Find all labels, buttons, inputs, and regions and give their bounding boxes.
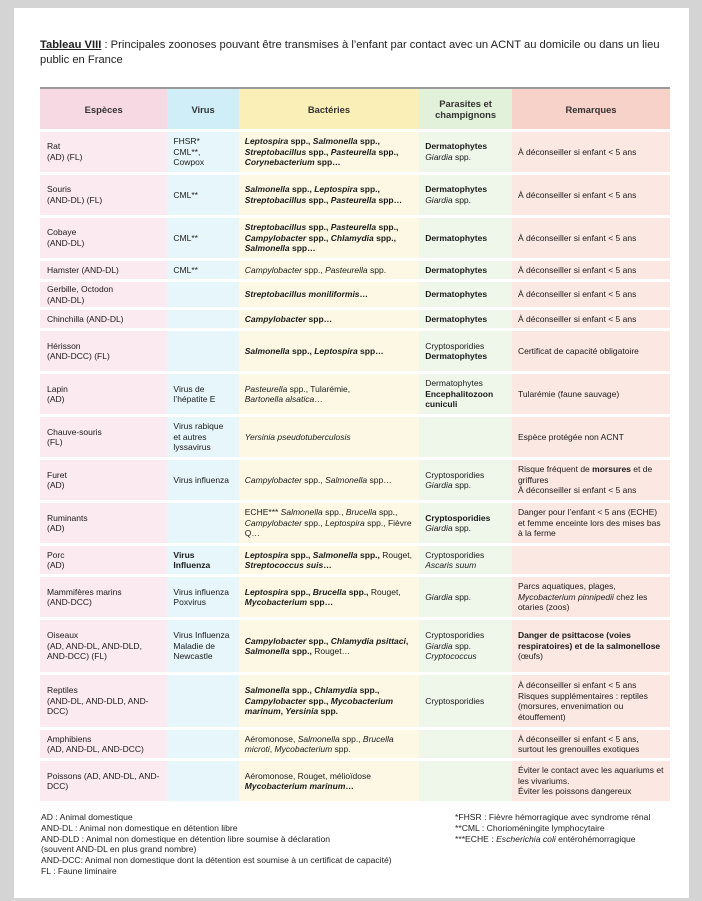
cell-virus bbox=[167, 730, 238, 758]
cell-bacteries: Leptospira spp., Salmonella spp., Streptobacillus spp., Pasteurella spp., Corynebacterium spp… bbox=[239, 132, 419, 172]
cell-especes: Amphibiens (AD, AND-DL, AND-DCC) bbox=[40, 730, 167, 758]
header-especes: Espèces bbox=[40, 87, 167, 129]
table-row bbox=[40, 417, 670, 457]
table-row bbox=[40, 546, 670, 574]
cell-virus bbox=[167, 310, 238, 328]
zoonoses-table bbox=[40, 84, 670, 804]
cell-virus: FHSR* CML**, Cowpox bbox=[167, 132, 238, 172]
cell-parasites: Cryptosporidies Giardia spp. Cryptococcus bbox=[419, 620, 512, 672]
cell-parasites: Cryptosporidies Giardia spp. bbox=[419, 503, 512, 543]
cell-especes: Reptiles (AND-DL, AND-DLD, AND-DCC) bbox=[40, 675, 167, 727]
cell-virus bbox=[167, 761, 238, 801]
cell-bacteries: Leptospira spp., Brucella spp., Rouget, Mycobacterium spp… bbox=[239, 577, 419, 617]
cell-bacteries: Campylobacter spp., Chlamydia psittaci, Salmonella spp., Rouget… bbox=[239, 620, 419, 672]
legend-line: ***ECHE : Escherichia coli entérohémorragique bbox=[455, 833, 636, 844]
cell-especes: Ruminants (AD) bbox=[40, 503, 167, 543]
legend-line: AND-DLD : Animal non domestique en détention libre soumise à déclaration bbox=[41, 833, 331, 844]
cell-parasites: Dermatophytes bbox=[419, 310, 512, 328]
table-title bbox=[40, 38, 665, 68]
cell-parasites bbox=[419, 761, 512, 801]
cell-bacteries: Aéromonose, Rouget, mélioïdose Mycobacterium marinum… bbox=[239, 761, 419, 801]
legend-line: (souvent AND-DL en plus grand nombre) bbox=[41, 844, 197, 855]
legend-line: AND-DL : Animal non domestique en détention libre bbox=[41, 822, 238, 833]
document-page bbox=[14, 8, 689, 898]
legend-line: AND-DCC: Animal non domestique dont la détention est soumise à un certificat de capacité) bbox=[41, 855, 392, 866]
cell-parasites: Giardia spp. bbox=[419, 577, 512, 617]
cell-especes: Gerbille, Octodon (AND-DL) bbox=[40, 282, 167, 307]
cell-virus: Virus influenza bbox=[167, 460, 238, 500]
cell-especes: Rat (AD) (FL) bbox=[40, 132, 167, 172]
cell-remarques: Espèce protégée non ACNT bbox=[512, 417, 670, 457]
cell-parasites: Dermatophytes Encephalitozoon cuniculi bbox=[419, 374, 512, 414]
cell-especes: Hérisson (AND-DCC) (FL) bbox=[40, 331, 167, 371]
cell-virus bbox=[167, 331, 238, 371]
cell-bacteries: ECHE*** Salmonella spp., Brucella spp., Campylobacter spp., Leptospira spp., Fièvre Q… bbox=[239, 503, 419, 543]
table-row bbox=[40, 675, 670, 727]
cell-especes: Chinchilla (AND-DL) bbox=[40, 310, 167, 328]
cell-especes: Mammifères marins (AND-DCC) bbox=[40, 577, 167, 617]
cell-remarques: À déconseiller si enfant < 5 ans bbox=[512, 310, 670, 328]
cell-parasites: Dermatophytes bbox=[419, 218, 512, 258]
cell-virus: Virus Influenza Maladie de Newcastle bbox=[167, 620, 238, 672]
cell-especes: Cobaye (AND-DL) bbox=[40, 218, 167, 258]
footnote-legend bbox=[455, 812, 685, 844]
cell-virus: Virus influenza Poxvirus bbox=[167, 577, 238, 617]
cell-especes: Chauve-souris (FL) bbox=[40, 417, 167, 457]
cell-especes: Furet (AD) bbox=[40, 460, 167, 500]
cell-remarques bbox=[512, 546, 670, 574]
cell-remarques: Certificat de capacité obligatoire bbox=[512, 331, 670, 371]
cell-especes: Hamster (AND-DL) bbox=[40, 261, 167, 279]
table-caption: : Principales zoonoses pouvant être transmises à l’enfant par contact avec un ACNT au domicile ou dans un lieu public en France bbox=[40, 39, 660, 66]
cell-remarques: Éviter le contact avec les aquariums et les vivariums. Éviter les poissons dangereux bbox=[512, 761, 670, 801]
cell-especes: Souris (AND-DL) (FL) bbox=[40, 175, 167, 215]
table-row bbox=[40, 374, 670, 414]
table-row bbox=[40, 261, 670, 279]
cell-especes: Oiseaux (AD, AND-DL, AND-DLD, AND-DCC) (FL) bbox=[40, 620, 167, 672]
cell-parasites: Dermatophytes Giardia spp. bbox=[419, 175, 512, 215]
cell-parasites: Dermatophytes bbox=[419, 261, 512, 279]
cell-bacteries: Yersinia pseudotuberculosis bbox=[239, 417, 419, 457]
cell-parasites: Cryptosporidies Ascaris suum bbox=[419, 546, 512, 574]
table-row bbox=[40, 761, 670, 801]
cell-bacteries: Aéromonose, Salmonella spp., Brucella microti, Mycobacterium spp. bbox=[239, 730, 419, 758]
cell-parasites bbox=[419, 730, 512, 758]
cell-especes: Porc (AD) bbox=[40, 546, 167, 574]
legend-line: AD : Animal domestique bbox=[41, 812, 133, 822]
cell-bacteries: Salmonella spp., Leptospira spp., Streptobacillus spp., Pasteurella spp… bbox=[239, 175, 419, 215]
cell-especes: Lapin (AD) bbox=[40, 374, 167, 414]
cell-virus: Virus Influenza bbox=[167, 546, 238, 574]
legend-line: FL : Faune liminaire bbox=[41, 865, 117, 876]
table-row bbox=[40, 577, 670, 617]
cell-remarques: Danger de psittacose (voies respiratoires) et de la salmonellose (œufs) bbox=[512, 620, 670, 672]
cell-remarques: À déconseiller si enfant < 5 ans bbox=[512, 218, 670, 258]
cell-remarques: Tularémie (faune sauvage) bbox=[512, 374, 670, 414]
cell-bacteries: Streptobacillus moniliformis… bbox=[239, 282, 419, 307]
cell-virus: Virus rabique et autres lyssavirus bbox=[167, 417, 238, 457]
table-row bbox=[40, 175, 670, 215]
table-row bbox=[40, 310, 670, 328]
cell-bacteries: Leptospira spp., Salmonella spp., Rouget, Streptococcus suis… bbox=[239, 546, 419, 574]
cell-virus: CML** bbox=[167, 175, 238, 215]
cell-parasites: Dermatophytes Giardia spp. bbox=[419, 132, 512, 172]
cell-virus: Virus de l’hépatite E bbox=[167, 374, 238, 414]
cell-parasites: Cryptosporidies bbox=[419, 675, 512, 727]
table-row bbox=[40, 331, 670, 371]
cell-bacteries: Salmonella spp., Chlamydia spp., Campylobacter spp., Mycobacterium marinum, Yersinia spp. bbox=[239, 675, 419, 727]
cell-remarques: À déconseiller si enfant < 5 ans, surtout les grenouilles exotiques bbox=[512, 730, 670, 758]
table-row bbox=[40, 132, 670, 172]
table-row bbox=[40, 282, 670, 307]
cell-parasites bbox=[419, 417, 512, 457]
cell-bacteries: Pasteurella spp., Tularémie, Bartonella alsatica… bbox=[239, 374, 419, 414]
table-row bbox=[40, 730, 670, 758]
table-row bbox=[40, 620, 670, 672]
cell-remarques: À déconseiller si enfant < 5 ans bbox=[512, 132, 670, 172]
cell-bacteries: Campylobacter spp… bbox=[239, 310, 419, 328]
cell-virus bbox=[167, 503, 238, 543]
table-row bbox=[40, 460, 670, 500]
cell-remarques: Danger pour l’enfant < 5 ans (ECHE) et femme enceinte lors des mises bas à la ferme bbox=[512, 503, 670, 543]
cell-parasites: Cryptosporidies Giardia spp. bbox=[419, 460, 512, 500]
cell-virus bbox=[167, 675, 238, 727]
cell-parasites: Dermatophytes bbox=[419, 282, 512, 307]
abbreviation-legend bbox=[41, 812, 471, 877]
cell-virus bbox=[167, 282, 238, 307]
header-parasites: Parasites et champignons bbox=[419, 87, 512, 129]
table-header-row bbox=[40, 87, 670, 129]
cell-bacteries: Streptobacillus spp., Pasteurella spp., Campylobacter spp., Chlamydia spp., Salmonella spp… bbox=[239, 218, 419, 258]
header-bacteries: Bactéries bbox=[239, 87, 419, 129]
cell-bacteries: Salmonella spp., Leptospira spp… bbox=[239, 331, 419, 371]
cell-remarques: À déconseiller si enfant < 5 ans bbox=[512, 261, 670, 279]
cell-parasites: Cryptosporidies Dermatophytes bbox=[419, 331, 512, 371]
legend-line: *FHSR : Fièvre hémorragique avec syndrome rénal bbox=[455, 812, 651, 822]
table-body bbox=[40, 132, 670, 801]
cell-virus: CML** bbox=[167, 261, 238, 279]
header-virus: Virus bbox=[167, 87, 238, 129]
header-remarques: Remarques bbox=[512, 87, 670, 129]
table-number: Tableau VIII bbox=[40, 39, 102, 51]
cell-remarques: À déconseiller si enfant < 5 ans bbox=[512, 175, 670, 215]
cell-remarques: À déconseiller si enfant < 5 ans bbox=[512, 282, 670, 307]
table-row bbox=[40, 218, 670, 258]
cell-virus: CML** bbox=[167, 218, 238, 258]
legend-line: **CML : Chorioméningite lymphocytaire bbox=[455, 822, 605, 833]
cell-especes: Poissons (AD, AND-DL, AND-DCC) bbox=[40, 761, 167, 801]
cell-remarques: Parcs aquatiques, plages, Mycobacterium pinnipedii chez les otaries (zoos) bbox=[512, 577, 670, 617]
cell-bacteries: Campylobacter spp., Pasteurella spp. bbox=[239, 261, 419, 279]
cell-bacteries: Campylobacter spp., Salmonella spp… bbox=[239, 460, 419, 500]
cell-remarques: À déconseiller si enfant < 5 ans Risques supplémentaires : reptiles (morsures, envenimation ou étouffement) bbox=[512, 675, 670, 727]
table-row bbox=[40, 503, 670, 543]
cell-remarques: Risque fréquent de morsures et de griffures À déconseiller si enfant < 5 ans bbox=[512, 460, 670, 500]
